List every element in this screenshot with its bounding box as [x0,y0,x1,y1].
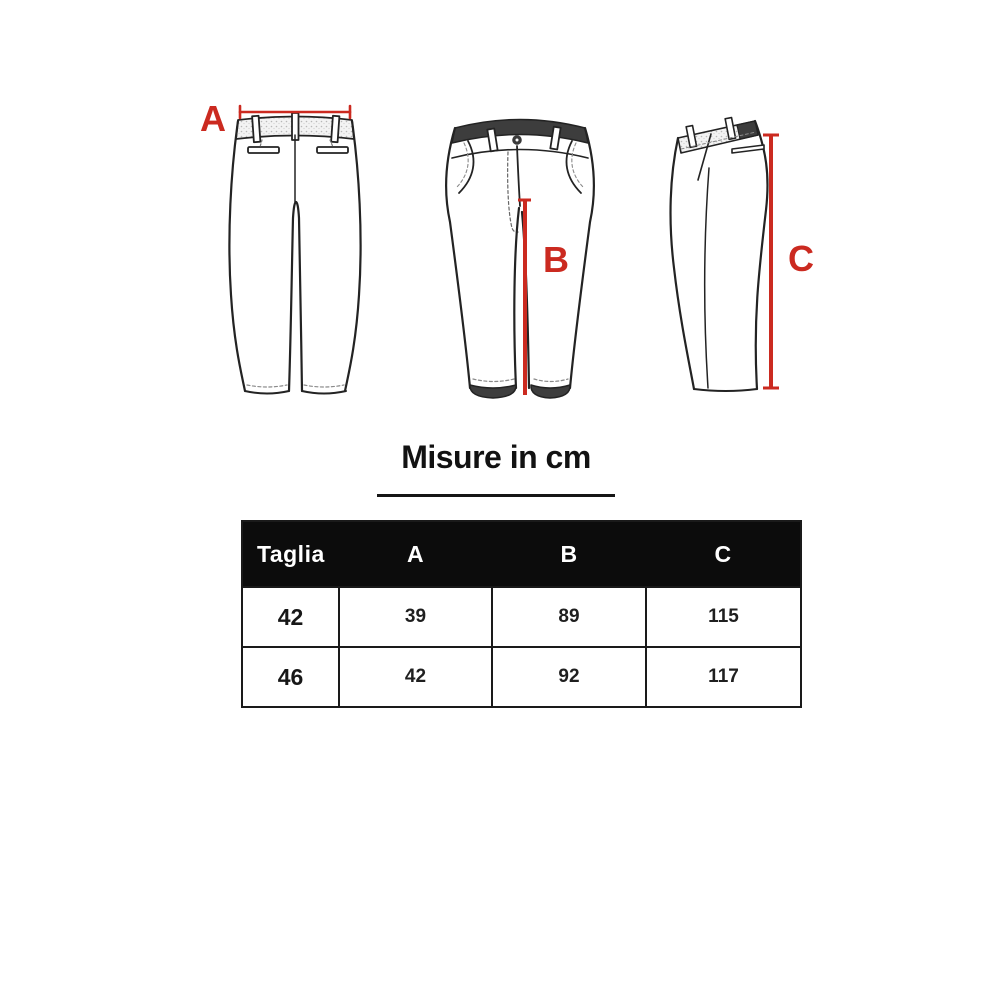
front-pocket-right-stitch [572,143,584,188]
measure-c-cell: 115 [646,587,801,647]
back-belt-loop [252,116,260,142]
size-table-row-46 [242,647,801,707]
front-fly-stitch [508,152,518,232]
title-underline [377,494,615,497]
page-title: Misure in cm [401,439,591,475]
pants-side-view-drawing [671,118,768,391]
measure-a-cell: 39 [339,587,492,647]
measurement-line-c [763,135,779,388]
front-right-outseam [570,128,594,388]
back-pocket-left [248,147,279,153]
front-left-outseam [446,128,470,388]
size-table-row-42 [242,587,801,647]
front-left-hem-stitch [473,379,514,382]
back-pocket-right [317,147,348,153]
front-left-inseam [514,208,519,388]
side-back-pocket [732,145,764,153]
size-value-cell: 46 [242,647,339,707]
back-belt-loop [331,116,339,142]
front-left-hem-shadow [470,385,516,398]
col-header-taglia: Taglia [242,521,339,587]
side-front-edge [671,138,694,389]
measure-a-cell: 42 [339,647,492,707]
back-right-hem [302,391,346,394]
size-table [241,520,802,708]
measurement-label-a: A [200,98,226,139]
front-button-hole [516,139,519,142]
front-pocket-left-stitch [456,143,468,188]
back-right-outseam [345,121,361,391]
measure-b-cell: 89 [492,587,646,647]
front-right-hem-stitch [534,379,568,382]
size-value-cell: 42 [242,587,339,647]
back-left-hem-stitch [247,385,287,387]
back-right-hem-stitch [304,385,344,387]
col-header-b: B [492,521,646,587]
measurement-label-c: C [788,238,814,279]
measurement-label-b: B [543,239,569,280]
pants-measurement-diagram [0,0,1000,430]
front-fly-seam [517,146,520,206]
back-left-outseam [229,121,245,391]
pants-front-view-drawing [446,120,594,399]
front-right-hem-shadow [531,385,570,398]
size-table-header-row [242,521,801,587]
side-crease-line [705,168,709,388]
back-left-hem [245,391,289,394]
back-inseam [289,202,302,391]
col-header-a: A [339,521,492,587]
pants-back-view-drawing [229,113,360,394]
measure-b-cell: 92 [492,647,646,707]
side-back-edge [755,121,768,389]
measure-c-cell: 117 [646,647,801,707]
side-hem [694,389,757,391]
title-section [0,440,992,497]
col-header-c: C [646,521,801,587]
